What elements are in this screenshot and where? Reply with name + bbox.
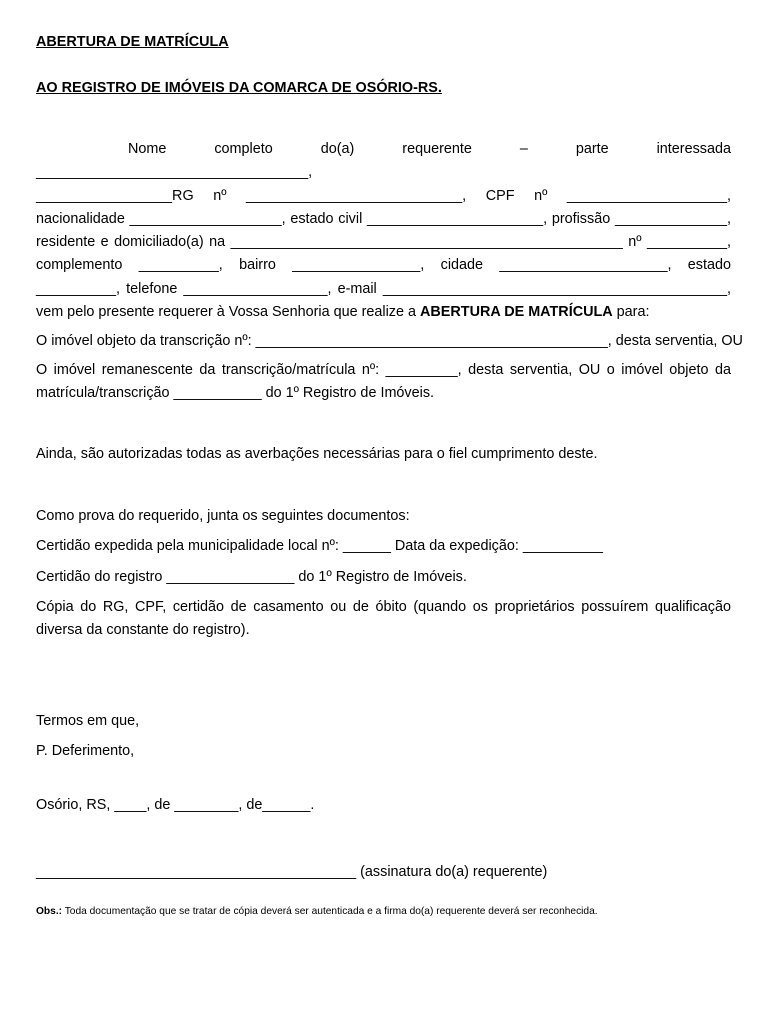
addressee-heading: AO REGISTRO DE IMÓVEIS DA COMARCA DE OSÓRIO-RS. xyxy=(36,80,442,96)
property-transcription-line: O imóvel objeto da transcrição nº: ____________________________________________, desta serventia, OU xyxy=(36,333,743,349)
closing-request: P. Deferimento, xyxy=(36,743,135,759)
requester-line-2: _________________RG nº ___________________________, CPF nº ____________________, xyxy=(36,187,731,204)
footnote-text: Toda documentação que se tratar de cópia deverá ser autenticada e a firma do(a) requerente deverá ser reconhecida. xyxy=(62,906,598,917)
footnote-label: Obs.: xyxy=(36,906,63,917)
closing-terms: Termos em que, xyxy=(36,713,140,729)
requester-line-1: Nome completo do(a) requerente – parte interessada __________________________________, xyxy=(36,141,731,181)
documents-item-registry-certificate: Certidão do registro ________________ do 1º Registro de Imóveis. xyxy=(36,569,467,585)
property-remnant-paragraph xyxy=(36,359,731,406)
date-line: Osório, RS, ____, de ________, de______. xyxy=(36,797,315,813)
property-remnant-line-1: O imóvel remanescente da transcrição/matrícula nº: _________, desta serventia, OU o imóvel objeto da xyxy=(36,362,731,378)
requester-line-7-emphasis: ABERTURA DE MATRÍCULA xyxy=(420,304,613,321)
authorization-paragraph: Ainda, são autorizadas todas as averbações necessárias para o fiel cumprimento deste. xyxy=(36,446,598,462)
requester-line-7: vem pelo presente requerer à Vossa Senhoria que realize a ABERTURA DE MATRÍCULA para: xyxy=(36,304,650,321)
requester-line-4: residente e domiciliado(a) na _________________________________________________ nº __________, xyxy=(36,234,731,251)
requester-line-5: complemento __________, bairro ________________, cidade _____________________, estado xyxy=(36,257,731,274)
footnote xyxy=(36,905,598,919)
documents-item-municipal-certificate: Certidão expedida pela municipalidade local nº: ______ Data da expedição: __________ xyxy=(36,538,603,554)
requester-line-3: nacionalidade ___________________, estado civil ______________________, profissão ______________, xyxy=(36,210,731,227)
property-remnant-line-2: matrícula/transcrição ___________ do 1º Registro de Imóveis. xyxy=(36,385,435,402)
requester-line-6: __________, telefone __________________, e-mail ___________________________________________, xyxy=(36,280,731,297)
documents-item-copies xyxy=(36,596,731,643)
signature-line: ________________________________________ (assinatura do(a) requerente) xyxy=(36,864,548,880)
document-title: ABERTURA DE MATRÍCULA xyxy=(36,34,229,50)
documents-intro: Como prova do requerido, junta os seguintes documentos: xyxy=(36,508,410,524)
document-page xyxy=(36,0,743,1024)
documents-item-copies-line-1: Cópia do RG, CPF, certidão de casamento ou de óbito (quando os proprietários possuírem qualificação xyxy=(36,599,731,615)
documents-item-copies-line-2: diversa da constante do registro). xyxy=(36,622,250,639)
requester-paragraph xyxy=(36,138,731,324)
